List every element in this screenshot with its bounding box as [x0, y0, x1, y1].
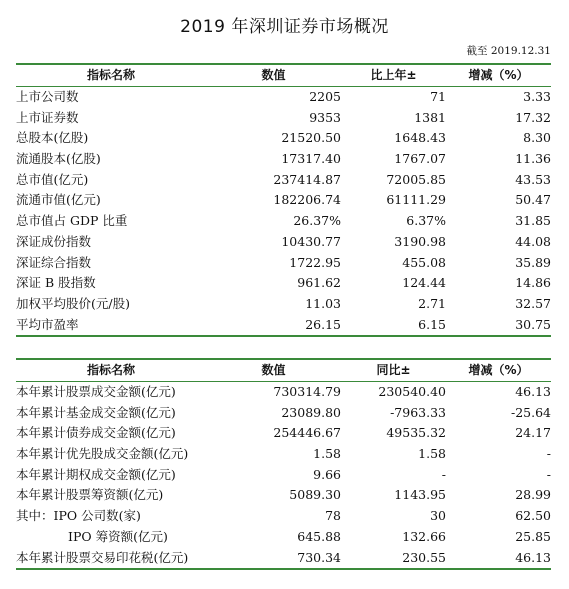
- row-value: 1648.43: [394, 130, 446, 146]
- row-label: 上市公司数: [16, 89, 79, 105]
- page-title: 2019 年深圳证券市场概况: [180, 17, 389, 37]
- row-value: 30.75: [446, 314, 551, 336]
- row-label: 本年累计股票成交金额(亿元): [16, 384, 176, 400]
- row-value: 730.34: [206, 547, 341, 569]
- row-value: 961.62: [297, 275, 341, 291]
- row-label: 本年累计股票筹资额(亿元): [16, 487, 164, 503]
- table-row: [16, 107, 551, 128]
- row-value: 23089.80: [281, 404, 341, 420]
- row-label: 上市证券数: [16, 109, 79, 125]
- row-value: 72005.85: [386, 171, 446, 187]
- row-value: 44.08: [515, 233, 551, 249]
- row-value: -25.64: [510, 404, 551, 420]
- header-value: 数值: [206, 359, 341, 381]
- row-value: 35.89: [515, 254, 551, 270]
- row-label: 本年累计优先股成交金额(亿元): [16, 446, 189, 462]
- row-value: 5089.30: [289, 487, 341, 503]
- row-value: 6.37%: [406, 213, 446, 229]
- header-indicator: 指标名称: [16, 359, 206, 381]
- table-row: [16, 506, 551, 527]
- date-note: 截至 2019.12.31: [466, 45, 551, 57]
- table-row: [16, 190, 551, 211]
- row-value: -: [546, 466, 551, 482]
- table-row: [16, 169, 551, 190]
- row-value: 730314.79: [273, 384, 341, 400]
- table-row: [16, 444, 551, 465]
- row-value: 124.44: [402, 275, 446, 291]
- table-body: [16, 381, 551, 569]
- row-value: 230540.40: [378, 384, 446, 400]
- table-row: [16, 273, 551, 294]
- row-value: 71: [430, 89, 446, 105]
- row-label: 平均市盈率: [16, 314, 206, 336]
- row-value: 6.15: [341, 314, 446, 336]
- row-value: 32.57: [515, 295, 551, 311]
- row-value: 1.58: [418, 446, 446, 462]
- row-value: 24.17: [515, 425, 551, 441]
- row-label: IPO 筹资额(亿元): [68, 528, 168, 544]
- row-label: 本年累计期权成交金额(亿元): [16, 466, 176, 482]
- row-value: 3.33: [523, 89, 551, 105]
- table-row: [16, 86, 551, 107]
- row-value: 8.30: [523, 130, 551, 146]
- header-change: 同比±: [341, 359, 446, 381]
- row-value: 43.53: [515, 171, 551, 187]
- row-value: 62.50: [515, 508, 551, 524]
- row-value: 254446.67: [273, 425, 341, 441]
- header-change: 比上年±: [341, 64, 446, 86]
- table-row: [16, 314, 551, 336]
- row-value: 61111.29: [386, 192, 446, 208]
- row-value: 11.36: [515, 151, 551, 167]
- row-label: 本年累计基金成交金额(亿元): [16, 404, 176, 420]
- row-label: 本年累计股票交易印花税(亿元): [16, 547, 206, 569]
- table-row: [16, 252, 551, 273]
- row-value: 1143.95: [394, 487, 446, 503]
- row-value: 645.88: [297, 528, 341, 544]
- row-value: 11.03: [305, 295, 341, 311]
- row-value: 1767.07: [394, 151, 446, 167]
- row-value: 455.08: [402, 254, 446, 270]
- row-value: 3190.98: [394, 233, 446, 249]
- table-row: [16, 464, 551, 485]
- row-value: 132.66: [402, 528, 446, 544]
- row-value: 26.15: [206, 314, 341, 336]
- row-value: 31.85: [515, 213, 551, 229]
- row-label: 总股本(亿股): [16, 130, 89, 146]
- table-header-row: [16, 359, 551, 381]
- row-value: -: [546, 446, 551, 462]
- row-label: 深证成份指数: [16, 233, 92, 249]
- row-value: 46.13: [515, 384, 551, 400]
- table-row: [16, 423, 551, 444]
- row-value: 25.85: [515, 528, 551, 544]
- row-value: 21520.50: [281, 130, 341, 146]
- row-label: 加权平均股价(元/股): [16, 295, 130, 311]
- row-value: 30: [430, 508, 446, 524]
- table-row: [16, 381, 551, 402]
- row-value: 78: [325, 508, 341, 524]
- row-value: 17.32: [515, 109, 551, 125]
- row-value: -: [441, 466, 446, 482]
- row-value: -7963.33: [390, 404, 446, 420]
- table-row: [16, 485, 551, 506]
- table-row: [16, 294, 551, 315]
- table-row: [16, 527, 551, 548]
- row-label: 深证 B 股指数: [16, 275, 96, 291]
- table-row: [16, 128, 551, 149]
- table-row: [16, 402, 551, 423]
- row-value: 10430.77: [281, 233, 341, 249]
- row-value: 182206.74: [273, 192, 341, 208]
- table-body: [16, 86, 551, 336]
- table-row: [16, 547, 551, 569]
- market-overview-table: [16, 63, 551, 337]
- row-label: 其中：IPO 公司数(家): [16, 508, 141, 524]
- row-value: 46.13: [446, 547, 551, 569]
- row-value: 26.37%: [293, 213, 341, 229]
- row-value: 230.55: [341, 547, 446, 569]
- row-label: 流通股本(亿股): [16, 151, 101, 167]
- row-label: 总市值(亿元): [16, 171, 89, 187]
- table-row: [16, 211, 551, 232]
- row-value: 1722.95: [289, 254, 341, 270]
- header-percent: 增减（%）: [446, 359, 551, 381]
- row-value: 50.47: [515, 192, 551, 208]
- row-label: 流通市值(亿元): [16, 192, 101, 208]
- row-value: 237414.87: [273, 171, 341, 187]
- row-label: 本年累计债券成交金额(亿元): [16, 425, 176, 441]
- row-value: 49535.32: [386, 425, 446, 441]
- header-indicator: 指标名称: [16, 64, 206, 86]
- row-value: 1.58: [313, 446, 341, 462]
- row-label: 总市值占 GDP 比重: [16, 213, 128, 229]
- row-value: 2.71: [418, 295, 446, 311]
- row-value: 9.66: [313, 466, 341, 482]
- row-value: 28.99: [515, 487, 551, 503]
- trading-overview-table: [16, 358, 551, 570]
- row-value: 1381: [414, 109, 446, 125]
- header-percent: 增减（%）: [446, 64, 551, 86]
- row-value: 17317.40: [281, 151, 341, 167]
- table-header-row: [16, 64, 551, 86]
- row-value: 2205: [309, 89, 341, 105]
- row-value: 9353: [309, 109, 341, 125]
- header-value: 数值: [206, 64, 341, 86]
- table-row: [16, 232, 551, 253]
- table-row: [16, 149, 551, 170]
- row-value: 14.86: [515, 275, 551, 291]
- row-label: 深证综合指数: [16, 254, 92, 270]
